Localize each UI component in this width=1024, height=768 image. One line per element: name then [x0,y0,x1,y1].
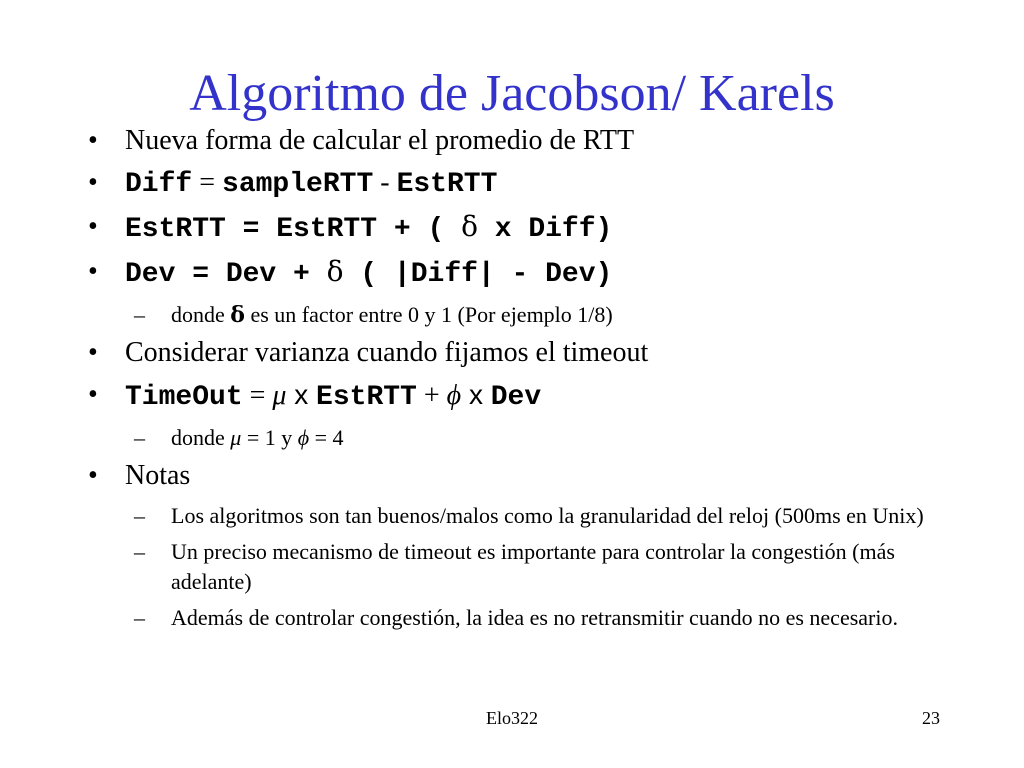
bullet-considerar-varianza [88,336,988,370]
bullet-icon: • [88,460,98,491]
minus-sign: - [373,167,397,198]
plus-sign: + [416,380,447,411]
bullet-text: Notas [125,460,191,491]
mu-symbol: μ [272,380,287,411]
bullet-diff-formula [88,166,988,202]
dash-icon: – [134,503,145,528]
sub-text-a: donde [171,302,231,327]
sub-text-b: = 1 y [241,425,298,450]
bullet-icon: • [88,211,98,242]
times-sign: x [461,379,491,410]
sub-bullet-mu-phi [134,423,988,453]
code-dev-right: ( |Diff| - Dev) [343,259,613,290]
sub-bullet-granularidad [134,501,961,531]
bullet-icon: • [88,337,98,368]
bullet-nueva-forma [88,124,988,158]
delta-symbol: δ [461,210,478,243]
bullet-icon: • [88,167,98,198]
bullet-dev-formula [88,255,988,292]
sub-text: Un preciso mecanismo de timeout es importante para controlar la congestión (más adelante) [171,539,895,594]
sub-bullet-delta-factor [134,300,988,330]
bullet-text: Nueva forma de calcular el promedio de RTT [125,125,635,156]
sub-text: Además de controlar congestión, la idea es no retransmitir cuando no es necesario. [171,605,898,630]
dash-icon: – [134,605,145,630]
code-estrtt-right: x Diff) [477,214,613,245]
delta-symbol: δ [230,302,245,328]
slide-title: Algoritmo de Jacobson/ Karels [189,65,835,122]
sub-bullet-timeout-mecanismo [134,537,961,597]
code-estrtt: EstRTT [396,169,498,200]
sub-text: Los algoritmos son tan buenos/malos como la granularidad del reloj (500ms en Unix) [171,503,924,528]
bullet-text: Considerar varianza cuando fijamos el timeout [125,337,649,368]
slide-content [88,124,988,639]
code-estrtt: EstRTT [316,382,417,413]
code-estrtt-left: EstRTT = EstRTT + ( [125,214,462,245]
code-diff: Diff [125,169,193,200]
bullet-icon: • [88,379,98,410]
code-timeout: TimeOut [125,382,243,413]
bullet-notas [88,459,988,493]
footer-course: Elo322 [486,708,538,728]
bullet-icon: • [88,125,98,156]
code-dev: Dev [490,382,542,413]
sub-text-b: es un factor entre 0 y 1 (Por ejemplo 1/8) [244,302,613,327]
mu-symbol: μ [230,425,242,450]
equals-sign: = [192,167,223,198]
code-samplertt: sampleRTT [222,169,374,200]
sub-text-c: = 4 [309,425,344,450]
phi-symbol: ϕ [446,380,462,411]
delta-symbol: δ [326,255,344,288]
sub-text-a: donde [171,425,231,450]
footer-page-number: 23 [922,708,940,728]
phi-symbol: ϕ [297,425,310,450]
dash-icon: – [134,539,145,564]
times-sign: x [286,379,317,410]
equals-sign: = [242,380,273,411]
bullet-estrtt-formula [88,210,988,247]
dash-icon: – [134,302,145,327]
code-dev-left: Dev = Dev + [125,259,327,290]
bullet-icon: • [88,256,98,287]
sub-bullet-retransmitir [134,603,961,633]
dash-icon: – [134,425,145,450]
bullet-timeout-formula [88,378,988,415]
